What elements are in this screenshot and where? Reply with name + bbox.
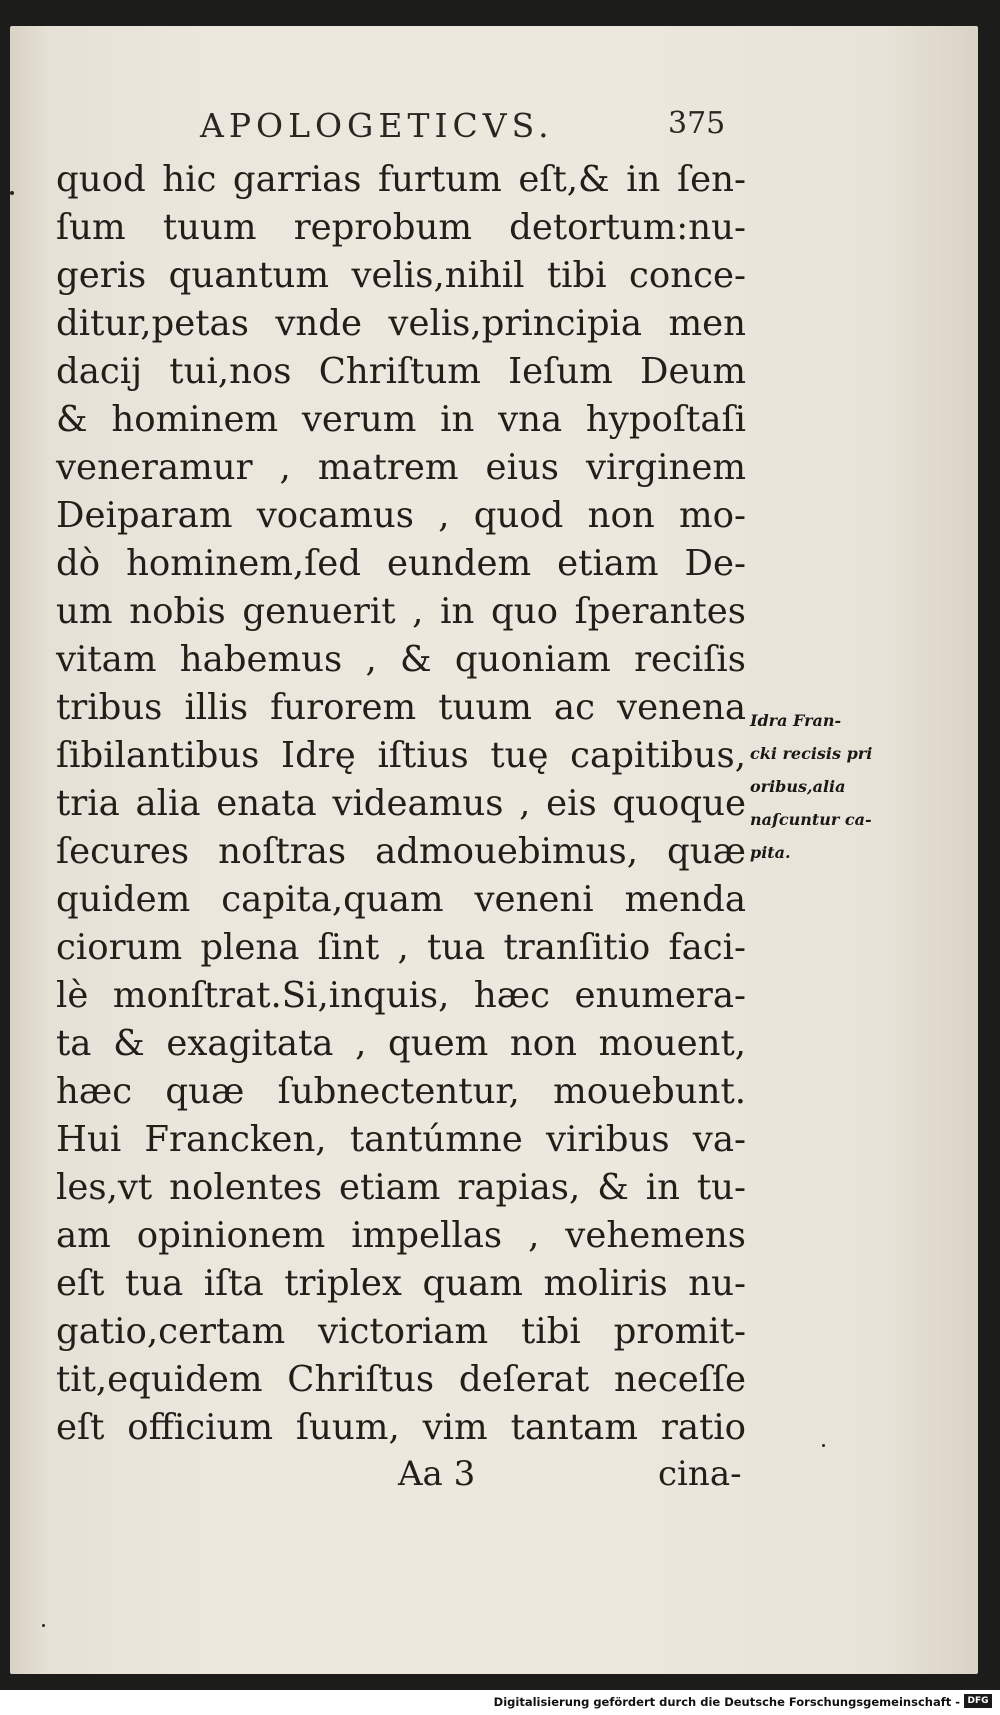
text-line: dò hominem,ſed eundem etiam De- <box>56 543 746 584</box>
marginal-note-line: Idra Fran- <box>750 711 842 730</box>
text-line: tit,equidem Chriſtus deſerat neceſſe <box>56 1359 746 1400</box>
marginal-note-line: pita. <box>750 843 791 862</box>
text-line: ſibilantibus Idrę iſtius tuę capitibus, <box>56 735 746 776</box>
body-text <box>56 156 746 1452</box>
text-line: am opinionem impellas , vehemens <box>56 1215 746 1256</box>
marginal-note-line: cki recisis pri <box>750 744 873 763</box>
text-line: geris quantum velis,nihil tibi conce- <box>56 255 746 296</box>
text-line: ſecures noſtras admouebimus, quæ <box>56 831 746 872</box>
text-line: Hui Francken, tantúmne viribus va- <box>56 1119 746 1160</box>
footer-bar <box>0 1690 1000 1715</box>
text-line: quod hic garrias furtum eſt,& in ſen- <box>56 159 746 200</box>
text-line: ta & exagitata , quem non mouent, <box>56 1023 746 1064</box>
text-line: ditur,petas vnde velis,principia men <box>56 303 746 344</box>
text-line: quidem capita,quam veneni menda <box>56 879 746 920</box>
text-line: vitam habemus , & quoniam reciſis <box>56 639 746 680</box>
text-line: ſum tuum reprobum detortum:nu- <box>56 207 746 248</box>
marginal-note-line: naſcuntur ca- <box>750 810 872 829</box>
catchword: cina- <box>658 1454 742 1494</box>
text-line: gatio,certam victoriam tibi promit- <box>56 1311 746 1352</box>
text-line: veneramur , matrem eius virginem <box>56 447 746 488</box>
text-line: & hominem verum in vna hypoſtaſi <box>56 399 746 440</box>
text-line: lè monſtrat.Si,inquis, hæc enumera- <box>56 975 746 1016</box>
text-line: Deiparam vocamus , quod non mo- <box>56 495 746 536</box>
running-head: APOLOGETICVS. <box>200 106 554 145</box>
text-line: eſt officium ſuum, vim tantam ratio <box>56 1407 746 1448</box>
ink-speck <box>42 1624 45 1627</box>
text-line: ciorum plena ſint , tua tranſitio faci- <box>56 927 746 968</box>
text-line: tribus illis furorem tuum ac venena <box>56 687 746 728</box>
text-line: tria alia enata videamus , eis quoque <box>56 783 746 824</box>
ink-speck <box>10 191 14 195</box>
book-page <box>10 26 978 1674</box>
text-line: eſt tua iſta triplex quam moliris nu- <box>56 1263 746 1304</box>
text-line: um nobis genuerit , in quo ſperantes <box>56 591 746 632</box>
marginal-note <box>750 704 900 869</box>
text-line: hæc quæ ſubnectentur, mouebunt. <box>56 1071 746 1112</box>
text-line: dacij tui,nos Chriſtum Ieſum Deum <box>56 351 746 392</box>
signature-mark: Aa 3 <box>398 1454 476 1494</box>
page-number: 375 <box>668 106 726 141</box>
text-line: les,vt nolentes etiam rapias, & in tu- <box>56 1167 746 1208</box>
marginal-note-line: oribus,alia <box>750 777 846 796</box>
dfg-logo-icon: DFG <box>964 1694 992 1708</box>
ink-speck <box>822 1444 825 1447</box>
funding-credit: Digitalisierung gefördert durch die Deutsche Forschungsgemeinschaft - <box>493 1695 960 1709</box>
